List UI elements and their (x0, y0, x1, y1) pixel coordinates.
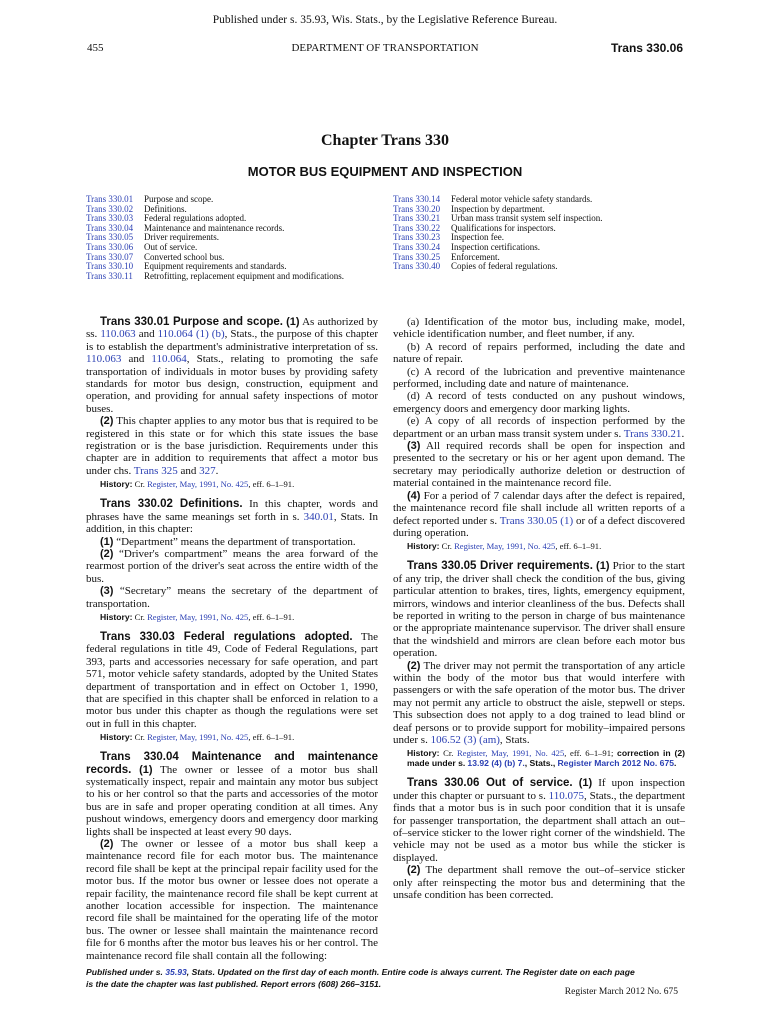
text: , eff. 6–1–91. (248, 732, 295, 743)
toc-section-title: Urban mass transit system self inspection. (451, 213, 603, 224)
toc-section-link[interactable]: Trans 330.21 (393, 213, 441, 224)
text: For a period of 7 calendar days after the defect is repaired, the maintenance record file shall include all written reports of a defect reported under s. (393, 489, 685, 527)
history-label: History: (407, 748, 440, 759)
text: Cr. (134, 611, 145, 622)
toc-section-link[interactable]: Trans 330.10 (86, 261, 134, 272)
text: , Stats. Updated on the first day of each month. Entire code is always current. The Register date on each page (186, 967, 635, 977)
text: All required records shall be open for inspection and presented to the secretary or his or her agent upon demand. The secretary may periodically authorize deletion or destruction of material contained in the maintenance record file. (393, 440, 685, 490)
spacer (86, 742, 378, 751)
toc-section-link[interactable]: Trans 330.20 (393, 203, 441, 214)
subsection-number: (1) (286, 316, 300, 328)
paragraph-e (393, 415, 685, 440)
statute-link[interactable]: 340.01 (303, 510, 334, 523)
text: Cr. (443, 748, 454, 759)
spacer (393, 768, 685, 777)
chapter-link[interactable]: 327 (199, 464, 216, 477)
toc-section-link[interactable]: Trans 330.14 (393, 194, 441, 204)
history-label: History: (100, 732, 133, 743)
section-330-05-sub1 (393, 560, 685, 659)
text: , Stats., the department finds that a motor bus is in such poor condition that it is unsafe for passenger transportation, the department shall attach an out–of–service sticker to the lower right corner of the windshield. The vehicle may not be used as a motor bus while the sticker is displayed. (393, 789, 686, 864)
toc-row (86, 272, 344, 282)
toc-section-title: Federal motor vehicle safety standards. (451, 194, 593, 204)
toc-section-title: Enforcement. (451, 251, 500, 262)
register-date: Register March 2012 No. 675 (564, 987, 678, 997)
footer-line-1 (86, 966, 686, 978)
subsection-number: (3) (100, 585, 114, 598)
subsection-number: (2) (100, 838, 114, 851)
definition (86, 536, 378, 548)
statute-link[interactable]: 106.52 (3) (am) (430, 734, 500, 746)
toc-section-title: Inspection fee. (451, 232, 504, 243)
section-heading: Trans 330.05 Driver requirements. (407, 560, 593, 573)
section-link[interactable]: Trans 330.05 (1) (499, 514, 574, 527)
subsection-number: (2) (100, 415, 114, 428)
history-note (86, 479, 378, 489)
publication-notice: Published under s. 35.93, Wis. Stats., by the Legislative Reference Bureau. (212, 14, 558, 26)
paragraph-c: (c) A record of the lubrication and preventive maintenance performed, including date and nature of maintenance. (393, 365, 685, 391)
text: Cr. (134, 732, 145, 743)
statute-link[interactable]: 110.075 (548, 789, 585, 802)
toc-section-link[interactable]: Trans 330.06 (86, 241, 134, 252)
history-note (86, 612, 378, 622)
subsection-number: (4) (407, 489, 421, 502)
subsection-number: (1) (578, 777, 593, 790)
text: Prior to the start of any trip, the driver shall check the condition of the bus, giving particular attention to brakes, tires, lights, emergency equipment, mirrors, windows and interior cleanliness of the bus. Defects shall be reported in writing to the person in charge of bus maintenance or the appropriate maintenance supervisor. The driver shall ensure that the windshield and mirrors are clean before each motor bus operation. (393, 560, 685, 660)
text: The department shall remove the out–of–service sticker only after reinspecting the motor bus and determining that the unsafe condition has been corrected. (393, 864, 685, 902)
section-330-05-sub2 (393, 660, 685, 747)
subsection-number: (2) (407, 864, 421, 877)
toc-section-title: Equipment requirements and standards. (144, 261, 287, 272)
subsection-number: (2) (407, 659, 421, 672)
section-330-04-sub2 (86, 838, 378, 962)
toc-section-link[interactable]: Trans 330.04 (86, 222, 134, 233)
toc-left (86, 195, 344, 281)
spacer (86, 489, 378, 498)
text: , eff. 6–1–91; (564, 748, 614, 759)
spacer (86, 622, 378, 631)
text: and (128, 353, 145, 366)
history-label: History: (407, 541, 440, 552)
history-note (86, 732, 378, 742)
toc-section-link[interactable]: Trans 330.11 (86, 270, 133, 281)
text: If upon inspection under this chapter or pursuant to s. (393, 777, 686, 802)
register-link[interactable]: Register, May, 1991, No. 425 (147, 611, 249, 622)
toc-section-title: Qualifications for inspectors. (451, 222, 556, 233)
toc-section-title: Converted school bus. (144, 251, 225, 262)
section-330-06-sub1 (393, 777, 685, 864)
history-label: History: (100, 479, 133, 490)
subsection-number: (1) (596, 560, 610, 573)
text: This chapter applies to any motor bus that is required to be registered in this state or for which this state issues the base registration or is the base jurisdiction. Requirements under this chapter are in addition to requirements that affect a motor bus under chs. (86, 415, 378, 477)
section-330-06-sub2 (393, 864, 685, 901)
subsection-number: (1) (139, 763, 153, 776)
subsection-number: (2) (100, 547, 114, 560)
section-330-01-sub1 (86, 316, 378, 415)
toc-section-title: Retrofitting, replacement equipment and modifications. (144, 270, 344, 281)
definition (86, 585, 378, 610)
section-heading: Trans 330.03 Federal regulations adopted. (100, 630, 353, 643)
toc-section-title: Copies of federal regulations. (451, 261, 558, 272)
history-label: History: (100, 611, 133, 622)
toc-section-title: Inspection certifications. (451, 241, 540, 252)
department-name: DEPARTMENT OF TRANSPORTATION (291, 42, 479, 54)
running-section: Trans 330.06 (610, 41, 683, 55)
subsection-number: (1) (100, 535, 114, 548)
section-link[interactable]: Trans 330.21 (623, 427, 682, 440)
section-330-01-sub2 (86, 415, 378, 477)
page-number: 455 (87, 42, 104, 54)
chapter-link[interactable]: Trans 325 (133, 464, 178, 477)
toc-right (393, 195, 602, 272)
toc-section-link[interactable]: Trans 330.02 (86, 203, 134, 214)
section-330-04-sub4 (393, 490, 685, 540)
paragraph-b: (b) A record of repairs performed, including the date and nature of repair. (393, 340, 685, 366)
text: . (215, 464, 219, 477)
register-link[interactable]: Register, May, 1991, No. 425 (457, 748, 565, 759)
toc-section-title: Maintenance and maintenance records. (144, 222, 285, 233)
text: . (674, 758, 677, 769)
toc-section-title: Driver requirements. (144, 232, 219, 243)
text: , Stats. In addition, in this chapter: (86, 510, 379, 536)
correction-note: correction in (2) made under s. (407, 748, 685, 769)
section-heading: Trans 330.01 Purpose and scope. (100, 316, 284, 328)
text: “Driver's compartment” means the area forward of the rearmost portion of the driver's seat across the entire width of the bus. (86, 547, 378, 585)
statute-link[interactable]: 110.063 (86, 353, 122, 366)
toc-section-link[interactable]: Trans 330.25 (393, 251, 441, 262)
section-heading: Trans 330.06 Out of service. (407, 777, 573, 790)
paragraph-d: (d) A record of tests conducted on any pushout windows, emergency doors and emergency door marking lights. (393, 390, 685, 415)
left-column (86, 316, 378, 962)
text: . (681, 427, 685, 440)
text: , Stats., relating to promoting the safe transportation of individuals in motor buses by providing safety standards for motor bus design, construction, equipment and operation, and providing for annual safety inspections of motor buses. (86, 353, 379, 415)
text: Cr. (441, 541, 452, 552)
section-heading: Trans 330.02 Definitions. (100, 498, 243, 511)
text: and (180, 464, 197, 477)
statute-link[interactable]: 13.92 (4) (b) 7. (467, 758, 525, 769)
toc-section-title: Out of service. (144, 241, 198, 252)
text: , eff. 6–1–91. (555, 541, 602, 552)
toc-section-link[interactable]: Trans 330.01 (86, 194, 134, 204)
definition (86, 548, 378, 585)
text: The owner or lessee of a motor bus shall systematically inspect, repair and maintain any motor bus subject to his or her control so that the parts and accessories of the motor bus are in safe and proper operating condition at all times. Any pushout windows, emergency doors and emergency door marking lights shall be inspected at least every 90 days. (86, 763, 378, 838)
text: As authorized by ss. (86, 316, 378, 341)
text: and (138, 328, 155, 341)
section-heading: Trans 330.04 Maintenance and maintenance records. (86, 751, 378, 776)
text: Cr. (134, 479, 145, 490)
right-column (393, 316, 685, 901)
chapter-title: Chapter Trans 330 (320, 132, 449, 149)
toc-row (393, 262, 602, 272)
text: , Stats. (499, 734, 530, 746)
toc-section-link[interactable]: Trans 330.07 (86, 251, 134, 262)
text: (e) A copy of all records of inspection performed by the department or an urban mass transit system under s. (393, 415, 685, 440)
spacer (393, 551, 685, 560)
text: “Department” means the department of transportation. (116, 535, 356, 548)
toc-section-link[interactable]: Trans 330.23 (393, 232, 441, 243)
section-330-02-intro (86, 498, 378, 535)
running-head (87, 42, 683, 56)
section-330-04-sub1 (86, 751, 378, 838)
section-330-03 (86, 631, 378, 730)
text: The owner or lessee of a motor bus shall keep a maintenance record file for each motor bus. The maintenance record file shall be kept at the principal repair facility used for the motor bus. If the motor bus owner or lessee does not operate a repair facility, the maintenance record file shall be kept current at another location accessible for inspection. The maintenance record file shall be maintained for the operating life of the motor bus. The owner or lessee shall maintain the maintenance record file for 6 months after the motor bus leaves his or her control. The maintenance record file shall contain all the following: (86, 838, 378, 962)
text: or of a defect discovered during operation. (393, 514, 685, 539)
toc-section-title: Inspection by department. (451, 203, 545, 214)
toc-section-link[interactable]: Trans 330.05 (86, 232, 134, 243)
text: “Secretary” means the secretary of the department of transportation. (86, 585, 379, 610)
subsection-number: (3) (407, 440, 421, 453)
statute-link[interactable]: 110.064 (1) (b) (157, 328, 225, 341)
register-link[interactable]: Register, May, 1991, No. 425 (454, 541, 556, 552)
statute-link[interactable]: 110.064 (151, 353, 187, 366)
text: In this chapter, words and phrases have the same meanings set forth in s. (86, 498, 378, 523)
correction-note: , Stats., (524, 758, 556, 769)
register-link[interactable]: Register, May, 1991, No. 425 (147, 479, 249, 490)
register-link[interactable]: Register, May, 1991, No. 425 (147, 732, 249, 743)
statute-link[interactable]: 35.93 (165, 967, 187, 977)
text: The federal regulations in title 49, Code of Federal Regulations, part 393, parts and accessories necessary for safe operation, and part 571, motor vehicle safety standards, adopted by the United States department of transportation and in effect on October 1, 1990, that are specified in this chapter shall be enforced in relation to a motor bus under this chapter as though the regulations were set out in full in this chapter. (86, 630, 378, 730)
footer-line-2: is the date the chapter was last published. Report errors (608) 266–3151. (86, 979, 382, 989)
chapter-subtitle: MOTOR BUS EQUIPMENT AND INSPECTION (247, 164, 523, 179)
toc-section-link[interactable]: Trans 330.22 (393, 222, 441, 233)
section-330-04-sub3 (393, 440, 685, 490)
text: Published under s. (86, 967, 163, 977)
text: , eff. 6–1–91. (248, 479, 295, 490)
statute-link[interactable]: 110.063 (100, 328, 136, 341)
text: The driver may not permit the transportation of any article within the body of the motor bus that would interfere with passengers or with the safe operation of the motor bus. The driver may not permit any article to obstruct the aisle, stepwell or steps. This subsection does not apply to a dog trained to lead blind or deaf persons or to provide support for mobility–impaired persons under s. (393, 659, 685, 746)
toc-section-title: Purpose and scope. (144, 194, 214, 204)
toc-section-title: Definitions. (144, 203, 187, 214)
history-note (393, 748, 685, 768)
toc-section-link[interactable]: Trans 330.40 (393, 261, 441, 272)
toc-section-link[interactable]: Trans 330.03 (86, 213, 134, 224)
toc-section-title: Federal regulations adopted. (144, 213, 247, 224)
text: , Stats., the purpose of this chapter is to establish the department's administrative interpretation of ss. (86, 328, 378, 353)
paragraph-a: (a) Identification of the motor bus, including make, model, vehicle identification number, and fleet number, if any. (393, 316, 685, 341)
history-note (393, 541, 685, 551)
register-link[interactable]: Register March 2012 No. 675 (557, 758, 675, 769)
toc-section-link[interactable]: Trans 330.24 (393, 241, 441, 252)
text: , eff. 6–1–91. (248, 611, 295, 622)
